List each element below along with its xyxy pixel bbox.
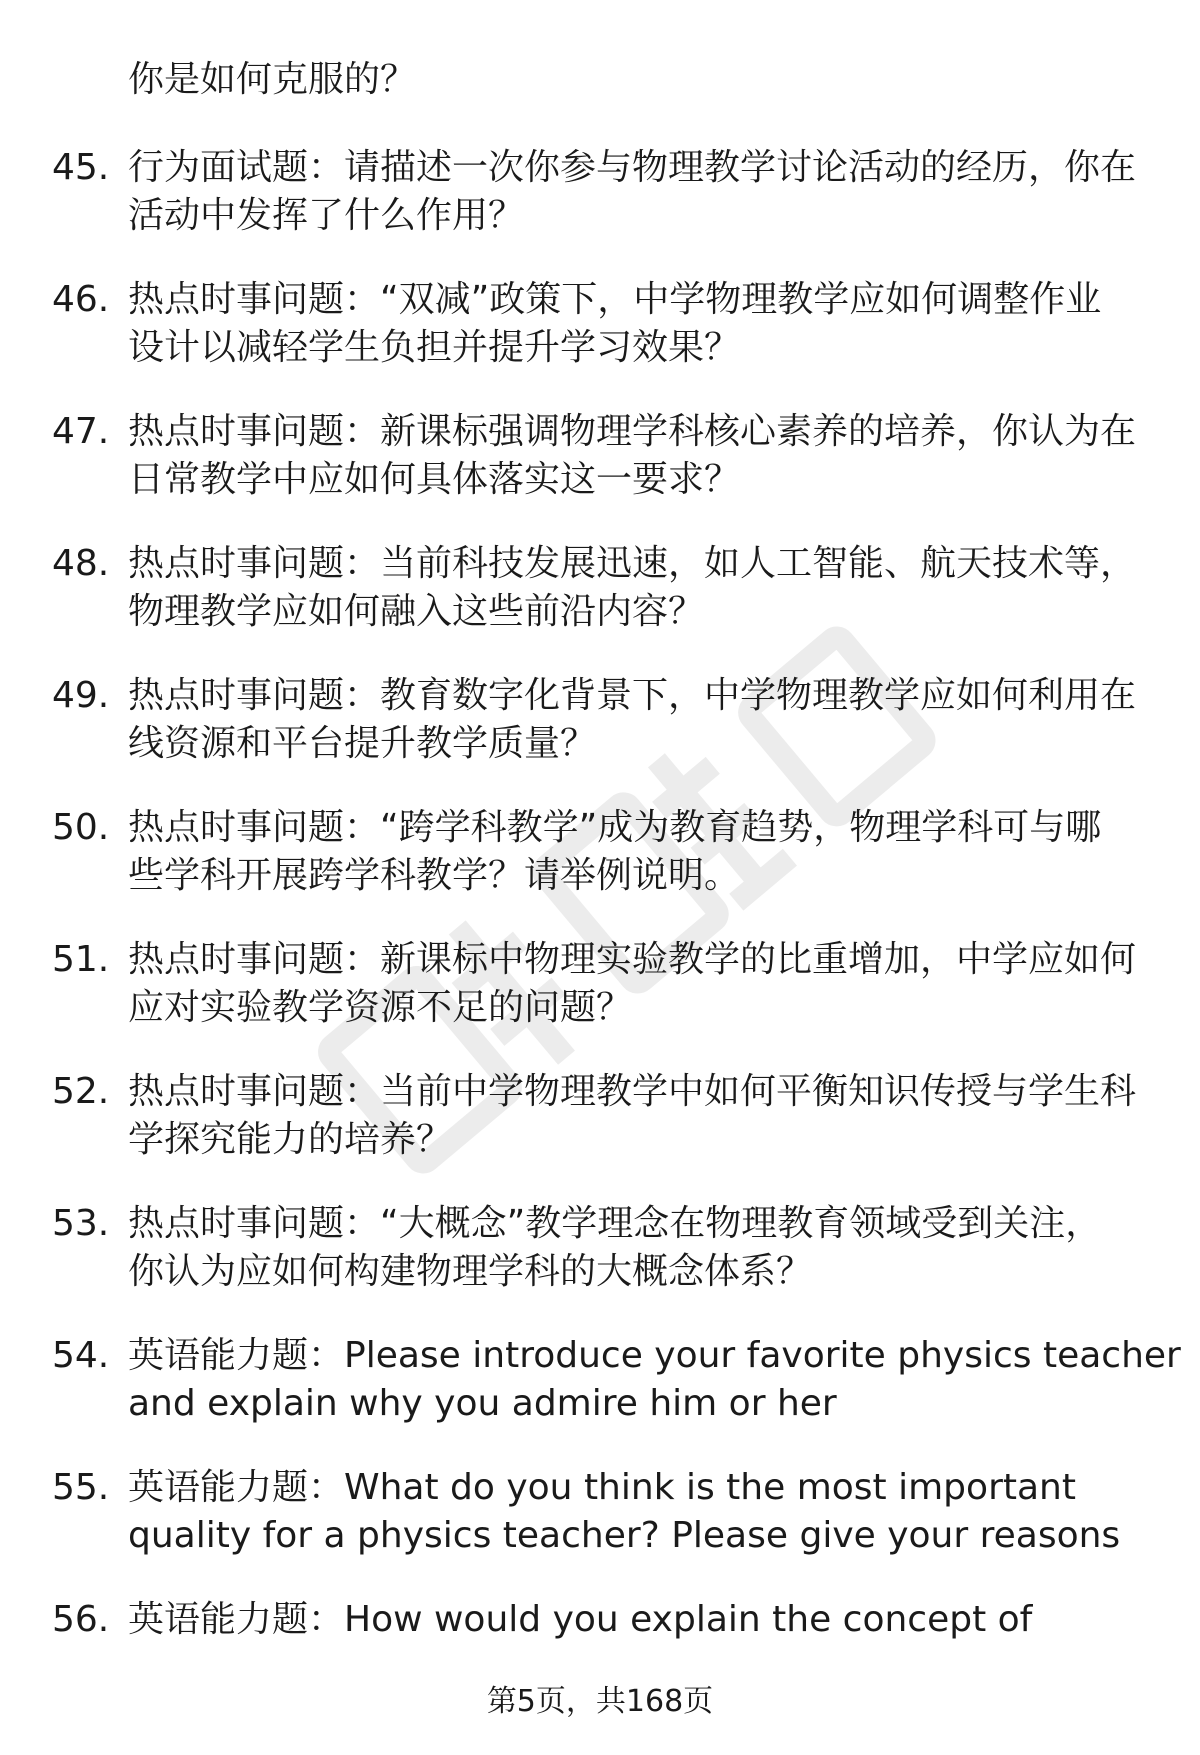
question-text-line: 日常教学中应如何具体落实这一要求？	[128, 459, 741, 500]
page-footer: 第5页，共168页	[486, 1684, 714, 1719]
question-number: 53.	[52, 1203, 110, 1244]
question-text-line: and explain why you admire him or her	[128, 1383, 837, 1424]
question-list	[52, 144, 1181, 1728]
question-item-52	[52, 1068, 1152, 1200]
question-text-line: 行为面试题：请描述一次你参与物理教学讨论活动的经历，你在	[128, 147, 1137, 188]
question-item-50	[52, 804, 1152, 936]
question-text-line: 热点时事问题：新课标中物理实验教学的比重增加，中学应如何	[128, 939, 1137, 980]
question-number: 47.	[52, 411, 110, 452]
question-number: 54.	[52, 1335, 110, 1376]
question-number: 56.	[52, 1599, 110, 1640]
question-text-line: 应对实验教学资源不足的问题？	[128, 987, 633, 1028]
question-number: 51.	[52, 939, 110, 980]
question-text-line: 英语能力题：What do you think is the most important	[128, 1467, 1076, 1508]
question-text-line: 设计以减轻学生负担并提升学习效果？	[128, 327, 741, 368]
question-text-line: 热点时事问题：当前科技发展迅速，如人工智能、航天技术等，	[128, 543, 1137, 584]
question-text-line: 活动中发挥了什么作用？	[128, 195, 525, 236]
question-item-54	[52, 1332, 1181, 1464]
question-text-line: 热点时事问题：教育数字化背景下，中学物理教学应如何利用在	[128, 675, 1137, 716]
question-text-line: 英语能力题：How would you explain the concept of	[128, 1599, 1033, 1640]
question-item-53	[52, 1200, 1152, 1332]
question-text-line: 热点时事问题：新课标强调物理学科核心素养的培养，你认为在	[128, 411, 1137, 452]
question-text-line: 热点时事问题：“双减”政策下，中学物理教学应如何调整作业	[128, 279, 1102, 320]
question-item-47	[52, 408, 1152, 540]
question-number: 46.	[52, 279, 110, 320]
question-number: 50.	[52, 807, 110, 848]
question-text-line: 热点时事问题：当前中学物理教学中如何平衡知识传授与学生科	[128, 1071, 1137, 1112]
question-item-45	[52, 144, 1152, 276]
question-number: 48.	[52, 543, 110, 584]
continuation-text: 你是如何克服的？	[128, 59, 417, 100]
question-item-46	[52, 276, 1152, 408]
question-number: 52.	[52, 1071, 110, 1112]
question-number: 55.	[52, 1467, 110, 1508]
question-text-line: 线资源和平台提升教学质量？	[128, 723, 597, 764]
question-item-51	[52, 936, 1152, 1068]
question-text-line: 热点时事问题：“大概念”教学理念在物理教育领域受到关注，	[128, 1203, 1102, 1244]
question-text-line: quality for a physics teacher? Please give your reasons	[128, 1515, 1121, 1556]
question-text-line: 英语能力题：Please introduce your favorite physics teacher	[128, 1335, 1181, 1376]
question-text-line: 些学科开展跨学科教学？请举例说明。	[128, 855, 741, 896]
question-text-line: 你认为应如何构建物理学科的大概念体系？	[128, 1251, 813, 1292]
question-text-line: 热点时事问题：“跨学科教学”成为教育趋势，物理学科可与哪	[128, 807, 1102, 848]
question-item-48	[52, 540, 1152, 672]
question-text-line: 物理教学应如何融入这些前沿内容？	[128, 591, 705, 632]
question-text-line: 学探究能力的培养？	[128, 1119, 453, 1160]
question-item-49	[52, 672, 1152, 804]
question-number: 45.	[52, 147, 110, 188]
question-item-55	[52, 1464, 1152, 1596]
question-number: 49.	[52, 675, 110, 716]
